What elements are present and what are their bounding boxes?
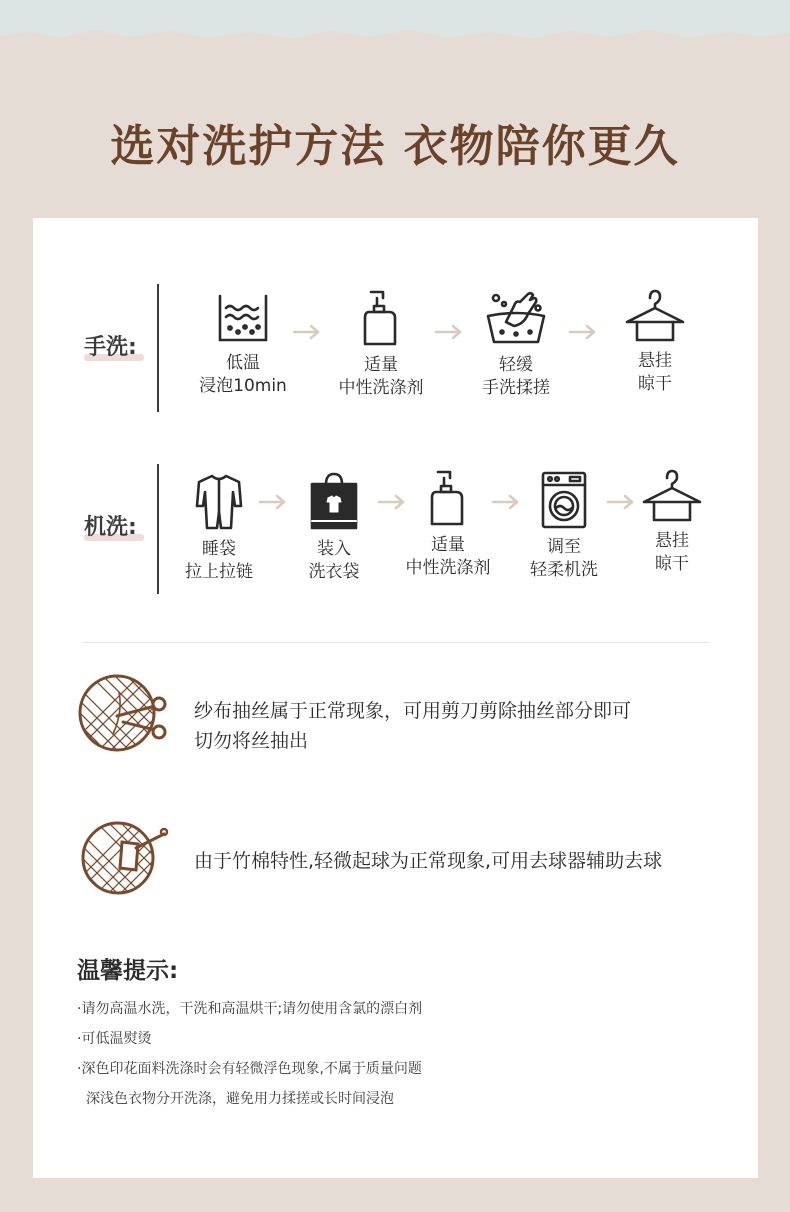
step-label: 悬挂 晾干	[655, 531, 689, 574]
hand-wash-label: 手洗:	[84, 335, 137, 360]
torn-paper-edge	[0, 22, 790, 62]
step-label: 悬挂 晾干	[638, 351, 672, 394]
hanger-icon	[623, 288, 687, 344]
fabric-scissors-icon	[77, 672, 169, 754]
basin-water-icon	[215, 290, 271, 346]
tip-item: ·深色印花面料洗涤时会有轻微浮色现象,不属于质量问题	[77, 1061, 422, 1077]
hand-wash-step	[441, 288, 591, 400]
washing-machine-icon	[540, 470, 588, 530]
tip-item: ·请勿高温水洗，干洗和高温烘干;请勿使用含氯的漂白剂	[77, 1001, 423, 1017]
hand-wash-step	[580, 288, 730, 396]
hanger-icon	[640, 468, 704, 524]
hand-washing-icon	[484, 288, 548, 348]
note-text: 纱布抽丝属于正常现象，可用剪刀剪除抽丝部分即可 切勿将丝抽出	[194, 700, 632, 752]
detergent-bottle-icon	[353, 288, 409, 348]
step-label: 调至 轻柔机洗	[530, 537, 598, 580]
sleep-bag-icon	[193, 472, 245, 532]
detergent-bottle-icon	[420, 468, 476, 528]
hand-wash-step	[306, 288, 456, 400]
laundry-bag-icon	[308, 472, 360, 532]
step-label: 适量 中性洗涤剂	[405, 535, 491, 578]
step-label: 适量 中性洗涤剂	[338, 355, 424, 398]
step-label: 低温 浸泡10min	[199, 353, 287, 396]
machine-wash-label: 机洗:	[84, 515, 137, 540]
hand-wash-step	[168, 290, 318, 398]
note-text: 由于竹棉特性,轻微起球为正常现象,可用去球器辅助去球	[194, 850, 663, 872]
tips-title: 温馨提示:	[77, 958, 179, 984]
page-title: 选对洗护方法 衣物陪你更久	[110, 121, 680, 172]
tip-item: ·可低温熨烫	[77, 1031, 152, 1047]
tip-item: 深浅色衣物分开洗涤，避免用力揉搓或长时间浸泡	[86, 1091, 394, 1107]
step-label: 轻缓 手洗揉搓	[482, 355, 550, 398]
step-label: 装入 洗衣袋	[308, 539, 360, 582]
fabric-lint-remover-icon	[80, 818, 170, 898]
hand-wash-divider	[157, 284, 159, 412]
section-divider	[83, 642, 709, 643]
step-label: 睡袋 拉上拉链	[185, 539, 253, 582]
machine-wash-step	[597, 468, 747, 576]
